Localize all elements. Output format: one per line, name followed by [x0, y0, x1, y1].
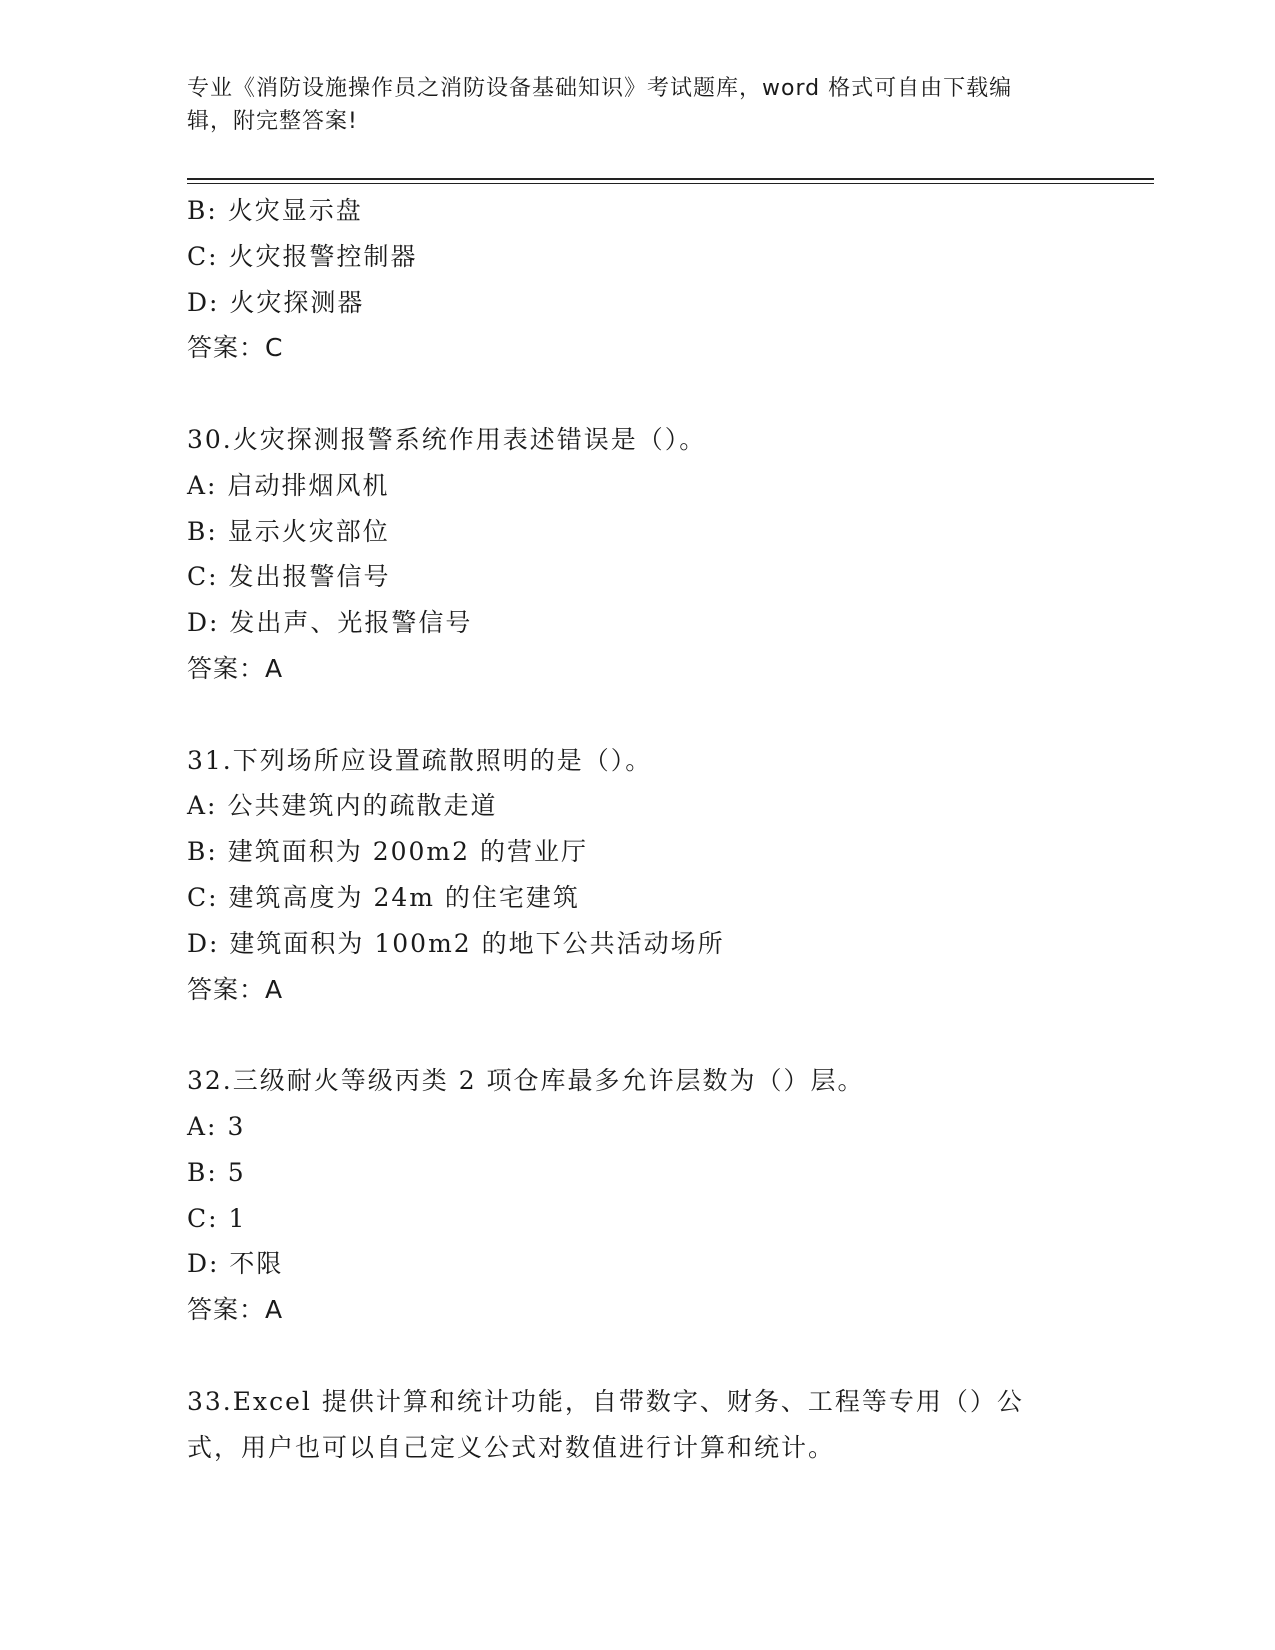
option-d: D: 不限 [187, 1249, 284, 1279]
answer-29: 答案：C [187, 333, 284, 363]
option-c: C: 发出报警信号 [187, 562, 391, 592]
question-block-33 [187, 1379, 1087, 1471]
document-header [187, 72, 1067, 138]
option-a: A: 启动排烟风机 [187, 470, 390, 500]
answer-31: 答案：A [187, 974, 284, 1004]
option-d: D: 建筑面积为 100m2 的地下公共活动场所 [187, 928, 725, 958]
option-a: A: 3 [187, 1111, 246, 1141]
option-b: B: 显示火灾部位 [187, 516, 390, 546]
question-block-30 [187, 417, 1087, 692]
question-stem-31: 31.下列场所应设置疏散照明的是（）。 [187, 745, 653, 775]
question-stem-33-line-2: 式，用户也可以自己定义公式对数值进行计算和统计。 [187, 1432, 836, 1462]
option-c: C: 建筑高度为 24m 的住宅建筑 [187, 882, 580, 912]
option-d: D: 发出声、光报警信号 [187, 608, 473, 638]
option-b: B: 建筑面积为 200m2 的营业厅 [187, 837, 588, 867]
spacer [187, 1012, 1087, 1058]
question-stem-30: 30.火灾探测报警系统作用表述错误是（）。 [187, 424, 707, 454]
spacer [187, 371, 1087, 417]
question-stem-32: 32.三级耐火等级丙类 2 项仓库最多允许层数为（）层。 [187, 1066, 865, 1096]
question-block-29 [187, 188, 1087, 371]
option-a: A: 公共建筑内的疏散走道 [187, 791, 498, 821]
question-stem-33-line-1: 33.Excel 提供计算和统计功能，自带数字、财务、工程等专用（）公 [187, 1386, 1024, 1416]
option-b: B: 5 [187, 1157, 246, 1187]
header-line-2: 辑，附完整答案! [187, 109, 358, 134]
header-line-1: 专业《消防设施操作员之消防设备基础知识》考试题库，word 格式可自由下载编 [187, 76, 1013, 101]
spacer [187, 692, 1087, 738]
question-list [187, 188, 1087, 1470]
option-c: C: 1 [187, 1203, 247, 1233]
option-c: C: 火灾报警控制器 [187, 241, 418, 271]
answer-32: 答案：A [187, 1295, 284, 1325]
option-d: D: 火灾探测器 [187, 287, 365, 317]
option-b: B: 火灾显示盘 [187, 196, 363, 225]
answer-30: 答案：A [187, 653, 284, 683]
question-block-31 [187, 738, 1087, 1013]
header-divider-thick [187, 178, 1154, 180]
question-block-32 [187, 1058, 1087, 1333]
spacer [187, 1333, 1087, 1379]
header-divider-thin [187, 183, 1154, 184]
